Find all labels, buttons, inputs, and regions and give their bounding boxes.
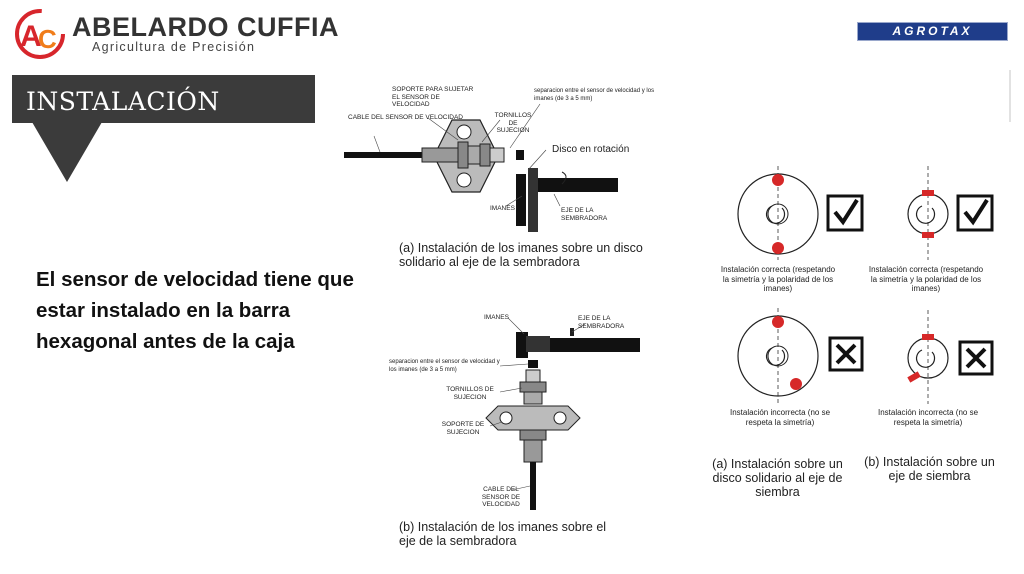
brand-subtitle: Agricultura de Precisión bbox=[92, 40, 256, 54]
title-pointer-icon bbox=[32, 122, 102, 182]
label-axis-b: EJE DE LA SEMBRADORA bbox=[578, 315, 625, 330]
label-disc: Disco en rotación bbox=[552, 144, 630, 155]
caption-a: (a) Instalación de los imanes sobre un disco solidario al eje de la sembradora bbox=[399, 241, 643, 269]
label-correct-axis: Instalación correcta (respetando la simetría y la polaridad de los imanes) bbox=[868, 265, 984, 293]
caption-polarity-b: (b) Instalación sobre un eje de siembra bbox=[864, 455, 995, 483]
label-incorrect-disc: Instalación incorrecta (no se respeta la simetría) bbox=[729, 408, 831, 427]
label-magnets-a: IMANES bbox=[490, 205, 515, 212]
label-axis-a: EJE DE LA SEMBRADORA bbox=[561, 207, 608, 222]
diagram-axis-installation bbox=[380, 310, 650, 515]
label-screws-b: TORNILLOS DE SUJECION bbox=[446, 386, 494, 401]
svg-text:C: C bbox=[38, 24, 57, 54]
label-incorrect-axis: Instalación incorrecta (no se respeta la simetría) bbox=[877, 408, 979, 427]
page-title: INSTALACIÓN bbox=[26, 87, 220, 116]
label-separation-b: separacion entre el sensor de velocidad y los imanes (de 3 a 5 mm) bbox=[389, 359, 500, 373]
caption-polarity-a: (a) Instalación sobre un disco solidario al eje de siembra bbox=[712, 457, 843, 499]
label-support-b: SOPORTE DE SUJECION bbox=[441, 421, 485, 436]
svg-text:A: A bbox=[20, 20, 42, 53]
label-correct-disc: Instalación correcta (respetando la simetría y la polaridad de los imanes) bbox=[720, 265, 836, 293]
company-logo-icon bbox=[12, 8, 68, 60]
label-cable-a: CABLE DEL SENSOR DE VELOCIDAD bbox=[348, 114, 463, 121]
body-text: El sensor de velocidad tiene que estar instalado en la barra hexagonal antes de la caja bbox=[36, 268, 354, 353]
brand-name: ABELARDO CUFFIA bbox=[72, 12, 339, 42]
label-separation-a: separacion entre el sensor de velocidad y los imanes (de 3 a 5 mm) bbox=[534, 88, 655, 102]
divider bbox=[1009, 70, 1011, 122]
label-support-a: SOPORTE PARA SUJETAR EL SENSOR DE VELOCIDAD bbox=[392, 86, 474, 108]
label-magnets-b: IMANES bbox=[484, 314, 509, 321]
label-cable-b: CABLE DEL SENSOR DE VELOCIDAD bbox=[481, 486, 521, 508]
label-screws-a: TORNILLOS DE SUJECION bbox=[494, 112, 532, 134]
agrotax-logo: AGROTAX bbox=[857, 22, 1008, 41]
caption-b: (b) Instalación de los imanes sobre el eje de la sembradora bbox=[399, 520, 607, 548]
